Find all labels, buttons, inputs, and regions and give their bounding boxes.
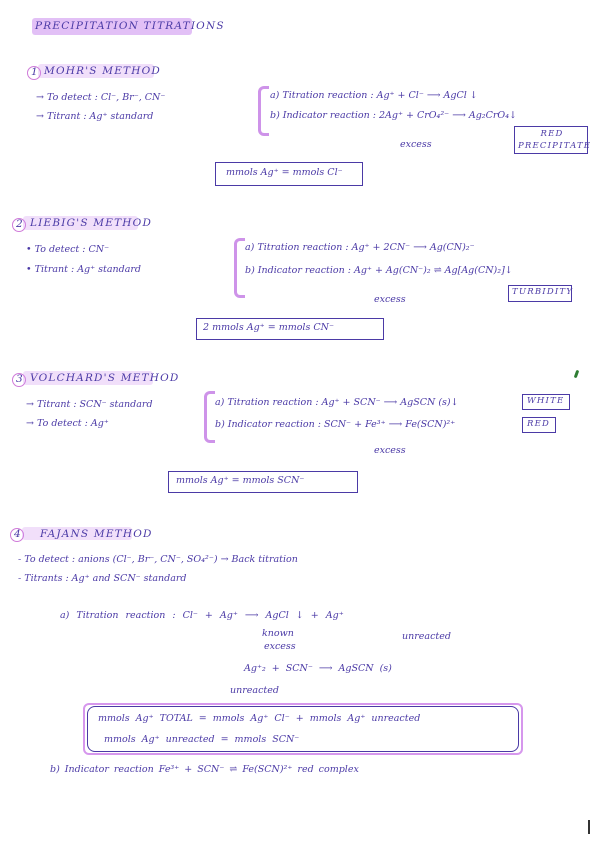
section-heading: VOLCHARD'S METHOD bbox=[30, 372, 180, 384]
equation-total: mmols Ag⁺ TOTAL = mmols Ag⁺ Cl⁻ + mmols Ag⁺ unreacted bbox=[98, 713, 421, 724]
indicator-reaction: b) Indicator reaction : Ag⁺ + Ag(CN⁻)₂ ⇌ Ag[Ag(CN)₂]↓ bbox=[245, 265, 513, 276]
detect-line: → To detect : Cl⁻, Br⁻, CN⁻ bbox=[36, 92, 166, 103]
titration-reaction: a) Titration reaction : Cl⁻ + Ag⁺ ⟶ AgCl ↓ + Ag⁺ bbox=[60, 610, 344, 621]
indicator-reaction: b) Indicator reaction : 2Ag⁺ + CrO₄²⁻ ⟶ Ag₂CrO₄↓ bbox=[270, 110, 517, 121]
back-titration-reaction: Ag⁺₂ + SCN⁻ ⟶ AgSCN (s) bbox=[244, 663, 392, 674]
result-label: RED PRECIPITATE bbox=[518, 129, 592, 151]
page-title: PRECIPITATION TITRATIONS bbox=[35, 20, 225, 32]
equation: 2 mmols Ag⁺ = mmols CN⁻ bbox=[203, 322, 334, 333]
titrant-line: → Titrant : SCN⁻ standard bbox=[26, 399, 153, 410]
titrant-line: - Titrants : Ag⁺ and SCN⁻ standard bbox=[18, 573, 187, 584]
equation: mmols Ag⁺ = mmols Cl⁻ bbox=[226, 167, 343, 178]
reaction-bracket bbox=[258, 86, 269, 136]
known-note: known bbox=[262, 628, 294, 639]
indicator-reaction: b) Indicator reaction Fe³⁺ + SCN⁻ ⇌ Fe(SCN)²⁺ red complex bbox=[50, 764, 359, 775]
section-heading: FAJANS METHOD bbox=[40, 528, 153, 540]
section-number: 4 bbox=[14, 528, 21, 540]
equation-unreacted: mmols Ag⁺ unreacted = mmols SCN⁻ bbox=[104, 734, 300, 745]
green-mark bbox=[574, 370, 580, 379]
titration-reaction: a) Titration reaction : Ag⁺ + SCN⁻ ⟶ AgSCN (s)↓ bbox=[215, 397, 459, 408]
white-label: WHITE bbox=[527, 396, 565, 406]
red-label: RED bbox=[527, 419, 551, 429]
section-number: 1 bbox=[31, 66, 38, 78]
titration-reaction: a) Titration reaction : Ag⁺ + 2CN⁻ ⟶ Ag(CN)₂⁻ bbox=[245, 242, 475, 253]
detect-line: → To detect : Ag⁺ bbox=[26, 418, 109, 429]
detect-line: - To detect : anions (Cl⁻, Br⁻, CN⁻, SO₄²⁻) → Back titration bbox=[18, 554, 298, 565]
reaction-bracket bbox=[204, 391, 215, 443]
unreacted-note: unreacted bbox=[402, 631, 451, 642]
edge-mark bbox=[588, 820, 590, 834]
detect-line: • To detect : CN⁻ bbox=[26, 244, 110, 255]
titrant-line: → Titrant : Ag⁺ standard bbox=[36, 111, 154, 122]
titrant-line: • Titrant : Ag⁺ standard bbox=[26, 264, 142, 275]
excess-note: excess bbox=[374, 294, 406, 305]
excess-note: excess bbox=[374, 445, 406, 456]
equation: mmols Ag⁺ = mmols SCN⁻ bbox=[176, 475, 305, 486]
section-heading: MOHR'S METHOD bbox=[44, 65, 162, 77]
excess-note: excess bbox=[400, 139, 432, 150]
reaction-bracket bbox=[234, 238, 245, 298]
excess-note: excess bbox=[264, 641, 296, 652]
section-heading: LIEBIG'S METHOD bbox=[30, 217, 153, 229]
section-number: 2 bbox=[16, 218, 23, 230]
section-number: 3 bbox=[16, 373, 23, 385]
result-label: TURBIDITY bbox=[512, 287, 574, 297]
indicator-reaction: b) Indicator reaction : SCN⁻ + Fe³⁺ ⟶ Fe(SCN)²⁺ bbox=[215, 419, 456, 430]
titration-reaction: a) Titration reaction : Ag⁺ + Cl⁻ ⟶ AgCl ↓ bbox=[270, 90, 478, 101]
unreacted-note-2: unreacted bbox=[230, 685, 279, 696]
